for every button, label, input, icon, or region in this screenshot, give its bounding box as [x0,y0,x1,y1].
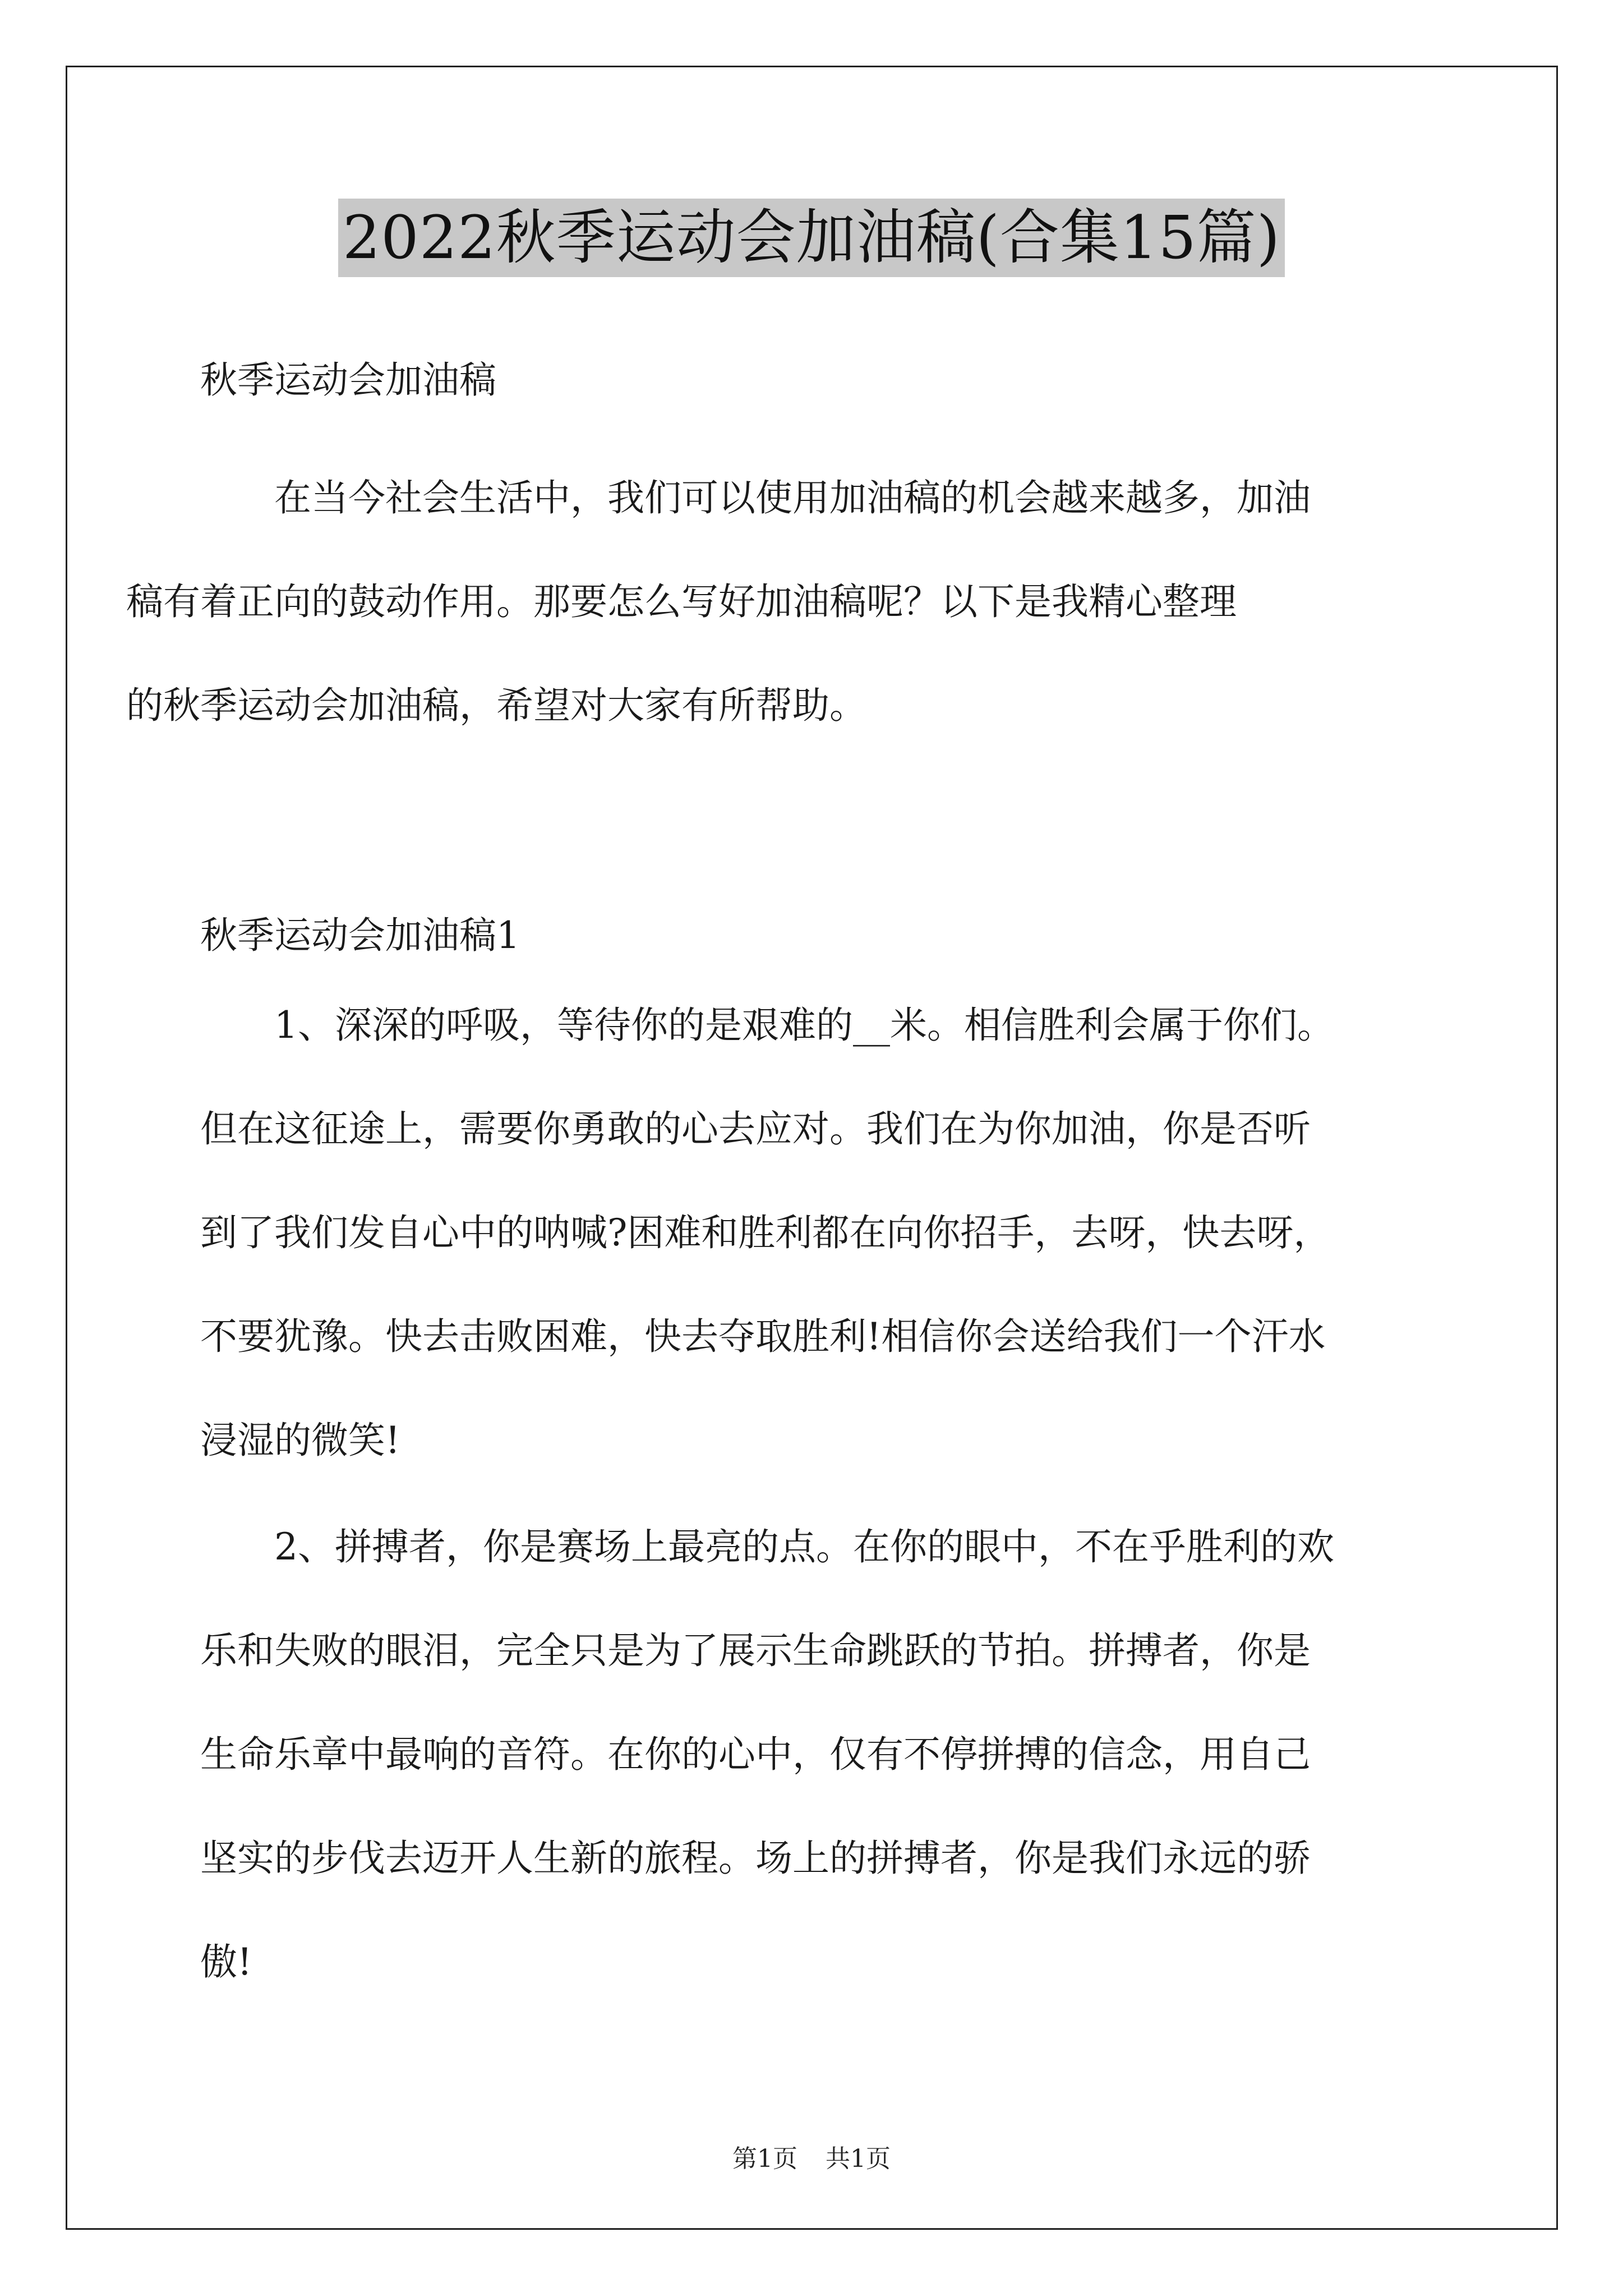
page-number: 第1页 [732,2145,797,2173]
cheer-item-2 [200,1495,1434,2014]
item-line: 生命乐章中最响的音符。在你的心中，仅有不停拼搏的信念，用自己 [200,1733,1311,1776]
document-title: 2022秋季运动会加油稿(合集15篇) [338,199,1285,277]
cheer-item-1-text [200,973,1434,1492]
subheading: 秋季运动会加油稿 [200,358,496,402]
intro-text [126,446,1434,757]
intro-line: 在当今社会生活中，我们可以使用加油稿的机会越来越多，加油 [274,476,1311,519]
item-line: 浸湿的微笑! [200,1419,400,1462]
item-line: 2、拼搏者，你是赛场上最亮的点。在你的眼中，不在乎胜利的欢 [274,1525,1334,1568]
item-line: 1、深深的呼吸，等待你的是艰难的__米。相信胜利会属于你们。 [274,1004,1334,1047]
intro-line: 的秋季运动会加油稿，希望对大家有所帮助。 [126,684,866,727]
page-total: 共1页 [826,2145,891,2173]
item-line: 乐和失败的眼泪，完全只是为了展示生命跳跃的节拍。拼搏者，你是 [200,1629,1311,1672]
item-line: 到了我们发自心中的呐喊?困难和胜利都在向你招手，去呀，快去呀， [200,1211,1331,1254]
intro-paragraph [126,446,1434,757]
item-line: 不要犹豫。快去击败困难，快去夺取胜利!相信你会送给我们一个汗水 [200,1315,1326,1358]
cheer-item-2-text [200,1495,1434,2014]
intro-line: 稿有着正向的鼓动作用。那要怎么写好加油稿呢？以下是我精心整理 [126,580,1237,623]
item-line: 但在这征途上，需要你勇敢的心去应对。我们在为你加油，你是否听 [200,1107,1311,1151]
page-footer [0,2138,1623,2174]
title-container [0,199,1623,277]
cheer-item-1 [200,973,1434,1492]
item-line: 坚实的步伐去迈开人生新的旅程。场上的拼搏者，你是我们永远的骄 [200,1837,1311,1880]
item-line: 傲! [200,1940,252,1984]
section-title: 秋季运动会加油稿1 [200,914,520,957]
